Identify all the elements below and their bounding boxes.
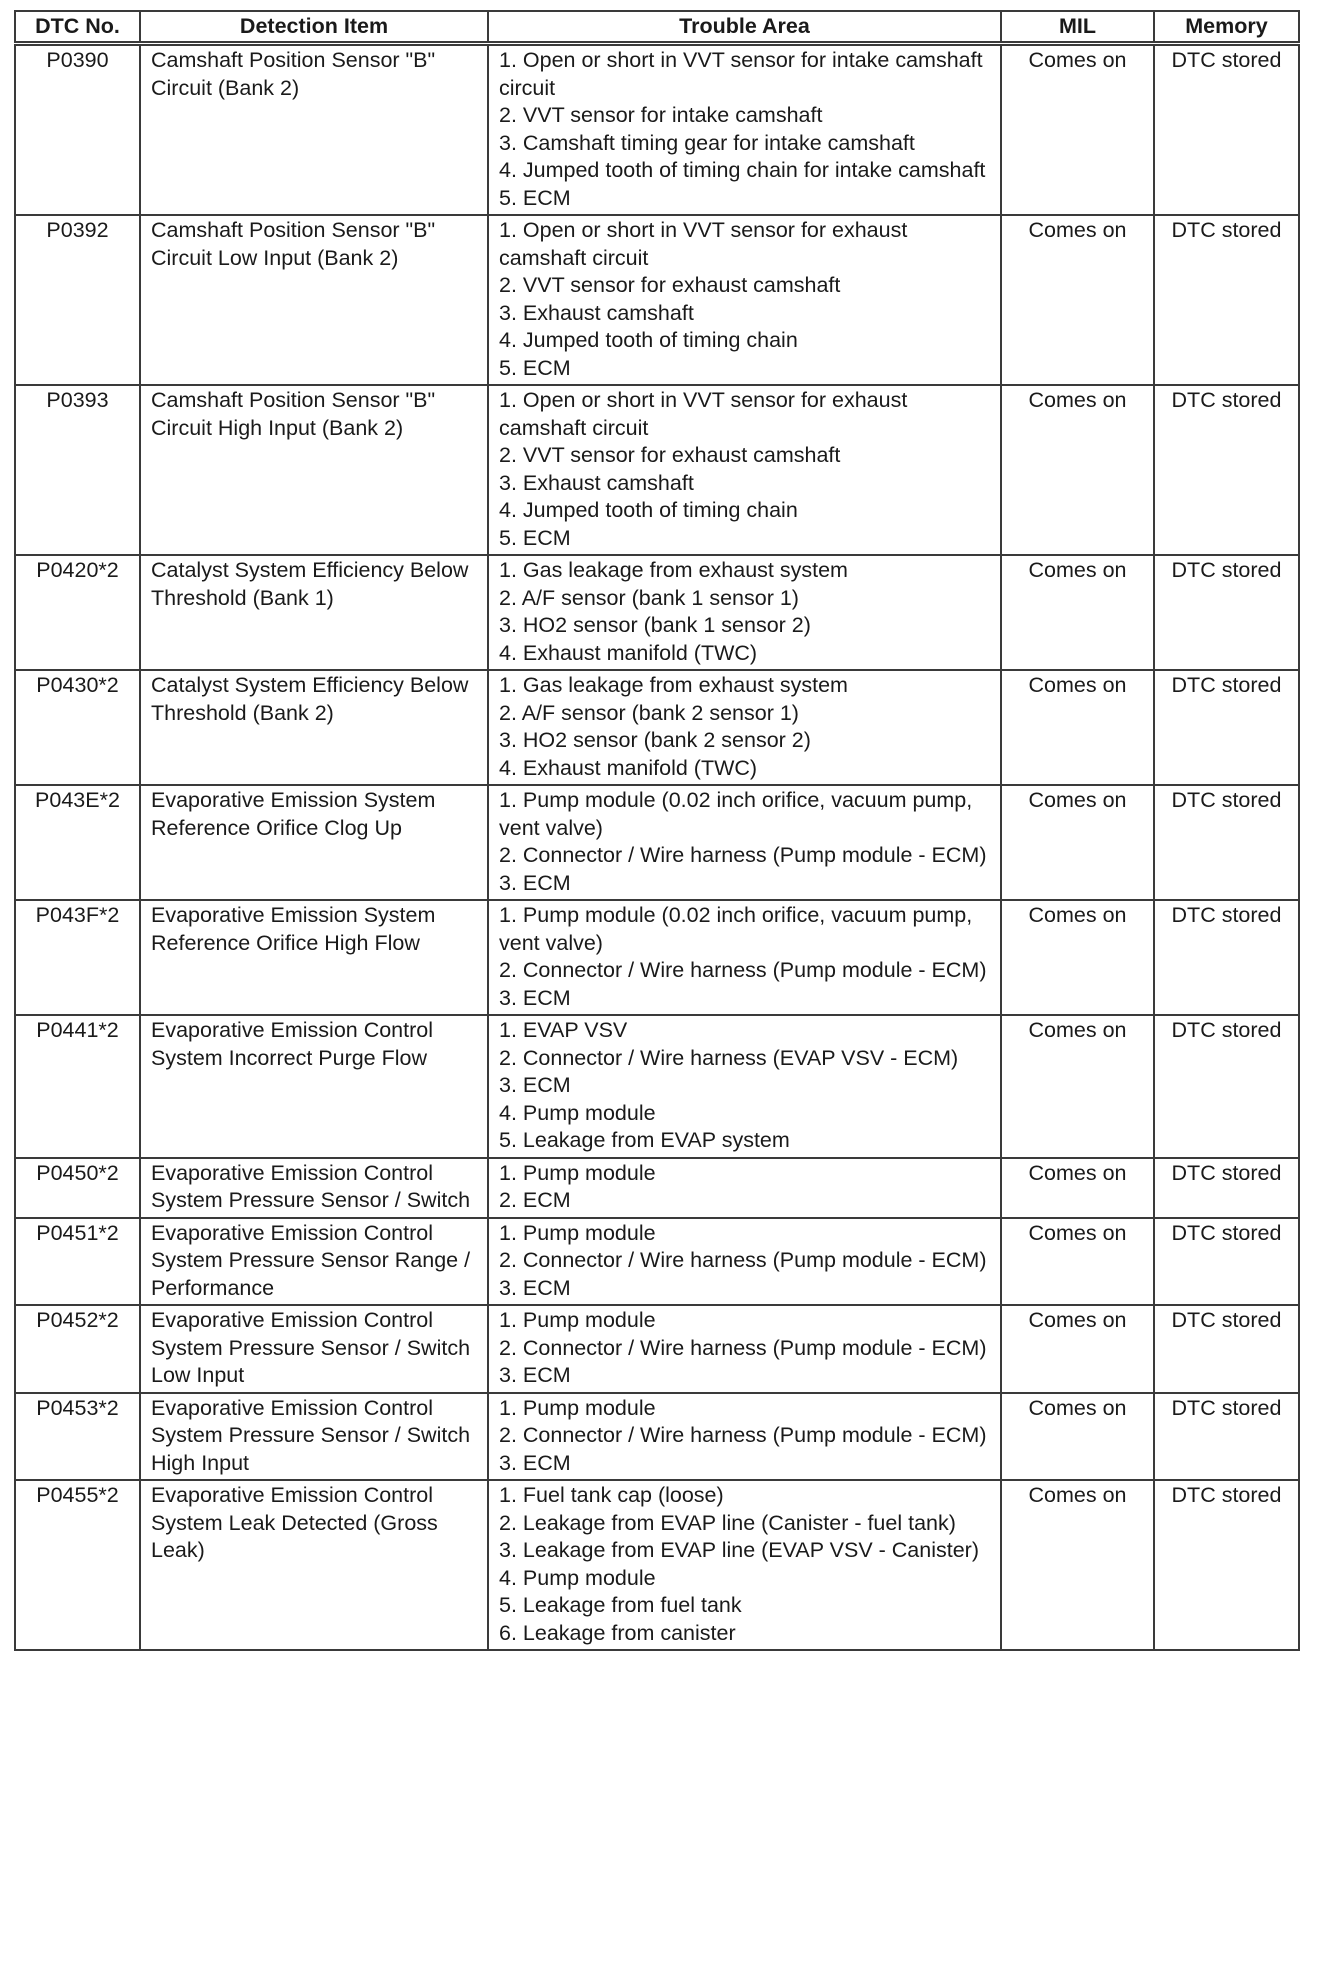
mil-cell: Comes on [1001,1480,1154,1650]
trouble-area-item: 3. ECM [499,1073,571,1097]
trouble-area-item: 3. ECM [499,1450,571,1475]
trouble-area-item: 1. Open or short in VVT sensor for exhaust camshaft circuit [499,388,908,440]
mil-cell: Comes on [1001,1158,1154,1218]
memory-cell: DTC stored [1154,555,1299,670]
trouble-area-cell [488,670,1001,785]
table-row [15,1393,1299,1481]
mil-cell: Comes on [1001,1218,1154,1306]
trouble-area-item: 1. Gas leakage from exhaust system [499,673,848,697]
header-mil: MIL [1001,11,1154,44]
memory-cell: DTC stored [1154,1218,1299,1306]
table-row [15,1015,1299,1158]
trouble-area-item: 2. A/F sensor (bank 2 sensor 1) [499,700,799,725]
trouble-area-item: 5. ECM [499,355,571,380]
trouble-area-item: 5. ECM [499,525,571,550]
trouble-area-item: 3. Camshaft timing gear for intake camshaft [499,130,915,155]
trouble-area-item: 4. Jumped tooth of timing chain for intake camshaft [499,158,986,182]
table-row [15,385,1299,555]
trouble-area-item: 6. Leakage from canister [499,1620,736,1645]
trouble-area-cell [488,1015,1001,1158]
detection-item-cell: Evaporative Emission Control System Pressure Sensor Range / Performance [140,1218,488,1306]
trouble-area-item: 4. Exhaust manifold (TWC) [499,755,758,780]
trouble-area-item: 2. A/F sensor (bank 1 sensor 1) [499,585,799,610]
table-row [15,1305,1299,1393]
memory-cell: DTC stored [1154,215,1299,385]
memory-cell: DTC stored [1154,1015,1299,1158]
mil-cell: Comes on [1001,215,1154,385]
trouble-area-item: 1. Pump module [499,1220,656,1245]
table-row [15,555,1299,670]
trouble-area-item: 3. ECM [499,1275,571,1300]
trouble-area-item: 1. Gas leakage from exhaust system [499,558,848,582]
trouble-area-item: 1. Open or short in VVT sensor for intake camshaft circuit [499,48,983,100]
dtc-code-cell: P0450*2 [15,1158,140,1218]
header-detection-item: Detection Item [140,11,488,44]
mil-cell: Comes on [1001,385,1154,555]
detection-item-cell: Camshaft Position Sensor "B" Circuit Low Input (Bank 2) [140,215,488,385]
dtc-table [14,10,1300,1651]
header-dtc-no: DTC No. [15,11,140,44]
detection-item-cell: Catalyst System Efficiency Below Threshold (Bank 1) [140,555,488,670]
trouble-area-item: 5. ECM [499,185,571,210]
trouble-area-item: 3. ECM [499,870,571,895]
trouble-area-cell [488,1158,1001,1218]
detection-item-cell: Evaporative Emission Control System Pressure Sensor / Switch Low Input [140,1305,488,1393]
trouble-area-item: 2. Connector / Wire harness (Pump module - ECM) [499,843,987,867]
trouble-area-item: 4. Pump module [499,1100,656,1125]
trouble-area-cell [488,1305,1001,1393]
detection-item-cell: Catalyst System Efficiency Below Threshold (Bank 2) [140,670,488,785]
trouble-area-item: 3. ECM [499,985,571,1010]
memory-cell: DTC stored [1154,900,1299,1015]
mil-cell: Comes on [1001,1305,1154,1393]
trouble-area-item: 3. Exhaust camshaft [499,300,694,325]
header-memory: Memory [1154,11,1299,44]
table-row [15,1218,1299,1306]
trouble-area-item: 2. Connector / Wire harness (Pump module - ECM) [499,1423,987,1447]
table-body [15,44,1299,1651]
table-row [15,785,1299,900]
mil-cell: Comes on [1001,900,1154,1015]
trouble-area-item: 5. Leakage from EVAP system [499,1128,790,1152]
mil-cell: Comes on [1001,670,1154,785]
memory-cell: DTC stored [1154,1480,1299,1650]
trouble-area-item: 2. Connector / Wire harness (Pump module - ECM) [499,1248,987,1272]
detection-item-cell: Evaporative Emission System Reference Orifice Clog Up [140,785,488,900]
trouble-area-cell [488,900,1001,1015]
mil-cell: Comes on [1001,555,1154,670]
detection-item-cell: Camshaft Position Sensor "B" Circuit (Bank 2) [140,44,488,216]
dtc-code-cell: P0441*2 [15,1015,140,1158]
mil-cell: Comes on [1001,785,1154,900]
trouble-area-item: 2. ECM [499,1188,571,1212]
trouble-area-item: 3. Exhaust camshaft [499,470,694,495]
trouble-area-item: 1. EVAP VSV [499,1018,628,1042]
trouble-area-cell [488,385,1001,555]
trouble-area-cell [488,1218,1001,1306]
trouble-area-cell [488,44,1001,216]
table-row [15,44,1299,216]
trouble-area-item: 4. Exhaust manifold (TWC) [499,640,758,665]
trouble-area-item: 1. Pump module [499,1160,656,1185]
dtc-code-cell: P043F*2 [15,900,140,1015]
trouble-area-item: 2. Leakage from EVAP line (Canister - fuel tank) [499,1510,956,1535]
dtc-code-cell: P0420*2 [15,555,140,670]
header-trouble-area: Trouble Area [488,11,1001,44]
memory-cell: DTC stored [1154,44,1299,216]
mil-cell: Comes on [1001,1393,1154,1481]
memory-cell: DTC stored [1154,1393,1299,1481]
trouble-area-item: 3. HO2 sensor (bank 1 sensor 2) [499,613,811,637]
dtc-code-cell: P0430*2 [15,670,140,785]
table-row [15,1158,1299,1218]
trouble-area-item: 2. VVT sensor for exhaust camshaft [499,273,841,297]
mil-cell: Comes on [1001,44,1154,216]
trouble-area-item: 2. Connector / Wire harness (Pump module - ECM) [499,958,987,982]
detection-item-cell: Evaporative Emission System Reference Orifice High Flow [140,900,488,1015]
memory-cell: DTC stored [1154,385,1299,555]
table-row [15,1480,1299,1650]
dtc-code-cell: P0390 [15,44,140,216]
trouble-area-item: 3. Leakage from EVAP line (EVAP VSV - Canister) [499,1538,979,1562]
memory-cell: DTC stored [1154,1158,1299,1218]
memory-cell: DTC stored [1154,670,1299,785]
memory-cell: DTC stored [1154,1305,1299,1393]
trouble-area-item: 1. Pump module (0.02 inch orifice, vacuum pump, vent valve) [499,788,973,840]
trouble-area-item: 2. VVT sensor for intake camshaft [499,103,823,127]
trouble-area-item: 1. Pump module [499,1308,656,1332]
dtc-code-cell: P0452*2 [15,1305,140,1393]
dtc-code-cell: P0393 [15,385,140,555]
detection-item-cell: Evaporative Emission Control System Pressure Sensor / Switch High Input [140,1393,488,1481]
trouble-area-cell [488,785,1001,900]
table-row [15,215,1299,385]
trouble-area-item: 2. Connector / Wire harness (Pump module - ECM) [499,1335,987,1360]
trouble-area-item: 3. HO2 sensor (bank 2 sensor 2) [499,728,811,752]
trouble-area-cell [488,215,1001,385]
dtc-code-cell: P0392 [15,215,140,385]
table-row [15,670,1299,785]
trouble-area-item: 3. ECM [499,1363,571,1387]
mil-cell: Comes on [1001,1015,1154,1158]
trouble-area-item: 1. Fuel tank cap (loose) [499,1483,724,1507]
dtc-code-cell: P0453*2 [15,1393,140,1481]
table-row [15,900,1299,1015]
detection-item-cell: Camshaft Position Sensor "B" Circuit High Input (Bank 2) [140,385,488,555]
trouble-area-cell [488,555,1001,670]
trouble-area-item: 4. Jumped tooth of timing chain [499,328,798,352]
trouble-area-item: 1. Pump module (0.02 inch orifice, vacuum pump, vent valve) [499,903,973,955]
dtc-code-cell: P0451*2 [15,1218,140,1306]
dtc-code-cell: P043E*2 [15,785,140,900]
detection-item-cell: Evaporative Emission Control System Incorrect Purge Flow [140,1015,488,1158]
detection-item-cell: Evaporative Emission Control System Pressure Sensor / Switch [140,1158,488,1218]
trouble-area-cell [488,1393,1001,1481]
trouble-area-item: 2. Connector / Wire harness (EVAP VSV - ECM) [499,1045,959,1070]
trouble-area-item: 4. Pump module [499,1565,656,1590]
trouble-area-item: 1. Pump module [499,1395,656,1420]
trouble-area-item: 1. Open or short in VVT sensor for exhaust camshaft circuit [499,218,908,270]
detection-item-cell: Evaporative Emission Control System Leak Detected (Gross Leak) [140,1480,488,1650]
trouble-area-item: 4. Jumped tooth of timing chain [499,498,798,522]
memory-cell: DTC stored [1154,785,1299,900]
trouble-area-item: 5. Leakage from fuel tank [499,1593,742,1617]
table-header [15,11,1299,44]
header-row [15,11,1299,44]
trouble-area-cell [488,1480,1001,1650]
dtc-code-cell: P0455*2 [15,1480,140,1650]
trouble-area-item: 2. VVT sensor for exhaust camshaft [499,443,841,467]
